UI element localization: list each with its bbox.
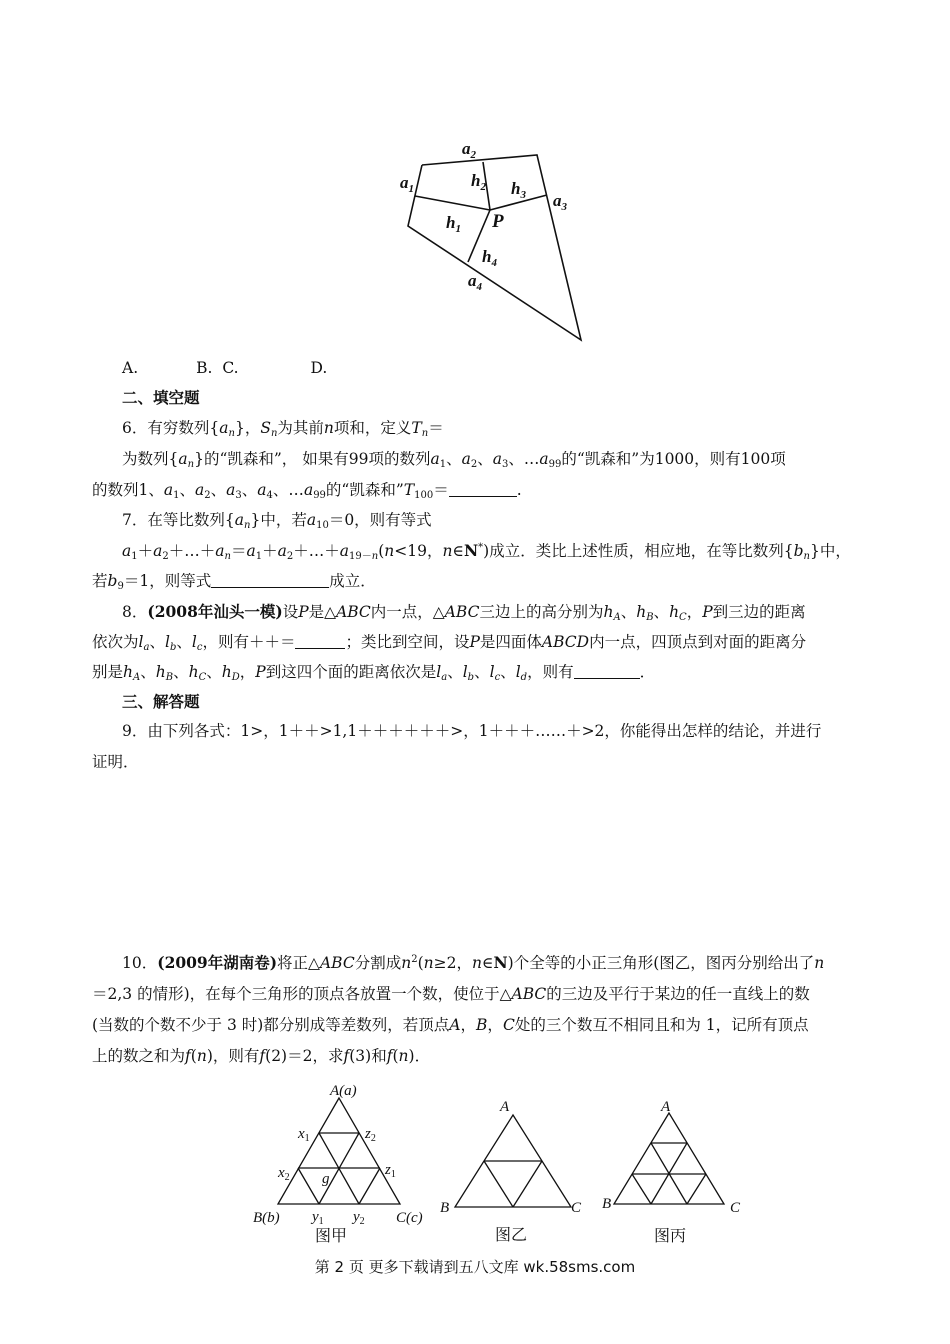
label-bing-A: A [661,1099,671,1115]
triangle-figures [240,1076,760,1252]
jia-outline [278,1098,400,1204]
label-h4: $h_4$ [482,247,497,269]
label-g: g [322,1171,330,1187]
quad-outline [408,155,581,340]
label-z1: $z_1$ [385,1162,396,1180]
label-a1: $a_1$ [400,173,414,195]
q10-line2: ＝2,3 的情形)，在每个三角形的顶点各放置一个数，使位于△ABC的三边及平行于某边的任一直线上的数 [92,985,810,1003]
label-y2: $y_2$ [353,1209,365,1227]
choice-c: C. [222,359,239,377]
label-bing-C: C [730,1200,741,1216]
caption-yi: 图乙 [495,1227,528,1244]
label-Aa: A(a) [330,1083,357,1099]
q9-line2: 证明． [92,753,139,771]
page-footer: 第 2 页 更多下载请到五八文库 wk.58sms.com [314,1258,636,1276]
label-Bb: B(b) [253,1210,280,1226]
caption-jia: 图甲 [315,1228,348,1245]
q8-line1: 8．(2008年汕头一模)设P是△ABC内一点，△ABC三边上的高分别为$h_A$、$h_B$、$h_C$，P到三边的距离 [122,602,806,623]
label-x1: $x_1$ [298,1126,310,1144]
q8-blank-1 [295,634,345,649]
label-yi-B: B [440,1200,450,1216]
q9-line1: 9．由下列各式：1>，1＋＋>1,1＋＋＋＋＋＋>，1＋＋＋……＋>2，你能得出怎样的结论，并进行 [122,722,822,740]
choice-d: D. [310,359,328,377]
caption-bing: 图丙 [654,1228,687,1245]
label-Cc: C(c) [396,1210,423,1226]
choice-a: A. [122,359,139,377]
q7-line1: 7．在等比数列$\{a_n\}$中，若$a_{10}=0$，则有等式 [122,511,432,531]
label-bing-B: B [602,1196,612,1212]
label-x2: $x_2$ [278,1165,290,1183]
section-fill-in: 二、填空题 [122,389,200,407]
q8-blank-2 [574,664,640,679]
q7-line3: 若$b_9=1$，则等式 成立． [92,572,376,592]
bing-outline [614,1113,724,1204]
q6-answer-blank [449,482,517,497]
q10-line4: 上的数之和为f(n)，则有f(2)＝2，求f(3)和f(n)． [92,1047,431,1065]
label-yi-C: C [571,1200,582,1216]
choice-b: B. [196,359,213,377]
q6-line2: 为数列$\{a_n\}$的“凯森和”， 如果有99项的数列$a_1$、$a_2$、$a_3$、$\dots a_{99}$的“凯森和”为1000，则有100项 [122,450,786,470]
q7-line2: $a_1+a_2+\dots+a_n=a_1+a_2+\dots+a_{19-n}(n<19$，n∈N*)成立．类比上述性质，相应地，在等比数列$\{b_n\}$中， [122,541,851,562]
label-y1: $y_1$ [312,1209,324,1227]
h1-line [415,196,490,210]
label-a4: $a_4$ [468,271,482,293]
q10-line3: (当数的个数不少于 3 时)都分别成等差数列，若顶点A，B，C处的三个数互不相同且和为 1，记所有顶点 [92,1016,809,1034]
choices-line [122,358,892,378]
section-answer: 三、解答题 [122,693,200,711]
q10-line1: 10．(2009年湖南卷)将正△ABC分割成$n^2(n\ge 2$，n∈N)个全等的小正三角形(图乙，图丙分别给出了n [122,953,825,972]
label-h3: $h_3$ [511,179,526,201]
q7-answer-blank [211,573,329,588]
q6-line3: 的数列1、$a_1$、$a_2$、$a_3$、$a_4$、$\dots a_{99}$的“凯森和$”T_{100}=$ . [92,481,522,501]
label-a2: $a_2$ [462,139,476,161]
q6-line1: 6．有穷数列$\{a_n\}$，$S_n$为其前n项和，定义$T_n=$ [122,419,444,439]
label-a3: $a_3$ [553,191,567,213]
quadrilateral-figure [395,138,585,348]
label-yi-A: A [500,1099,510,1115]
q8-line2: 依次为$l_a$、$l_b$、$l_c$，则有＋＋＝ ；类比到空间，设P是四面体ABCD内一点，四顶点到对面的距离分 [92,633,807,653]
label-P: P [492,211,504,232]
label-z2: $z_2$ [365,1126,376,1144]
label-h1: $h_1$ [446,213,461,235]
label-h2: $h_2$ [471,171,486,193]
q8-line3: 别是$h_A$、$h_B$、$h_C$、$h_D$，P到这四个面的距离依次是$l_a$、$l_b$、$l_c$、$l_d$，则有 ． [92,663,656,683]
